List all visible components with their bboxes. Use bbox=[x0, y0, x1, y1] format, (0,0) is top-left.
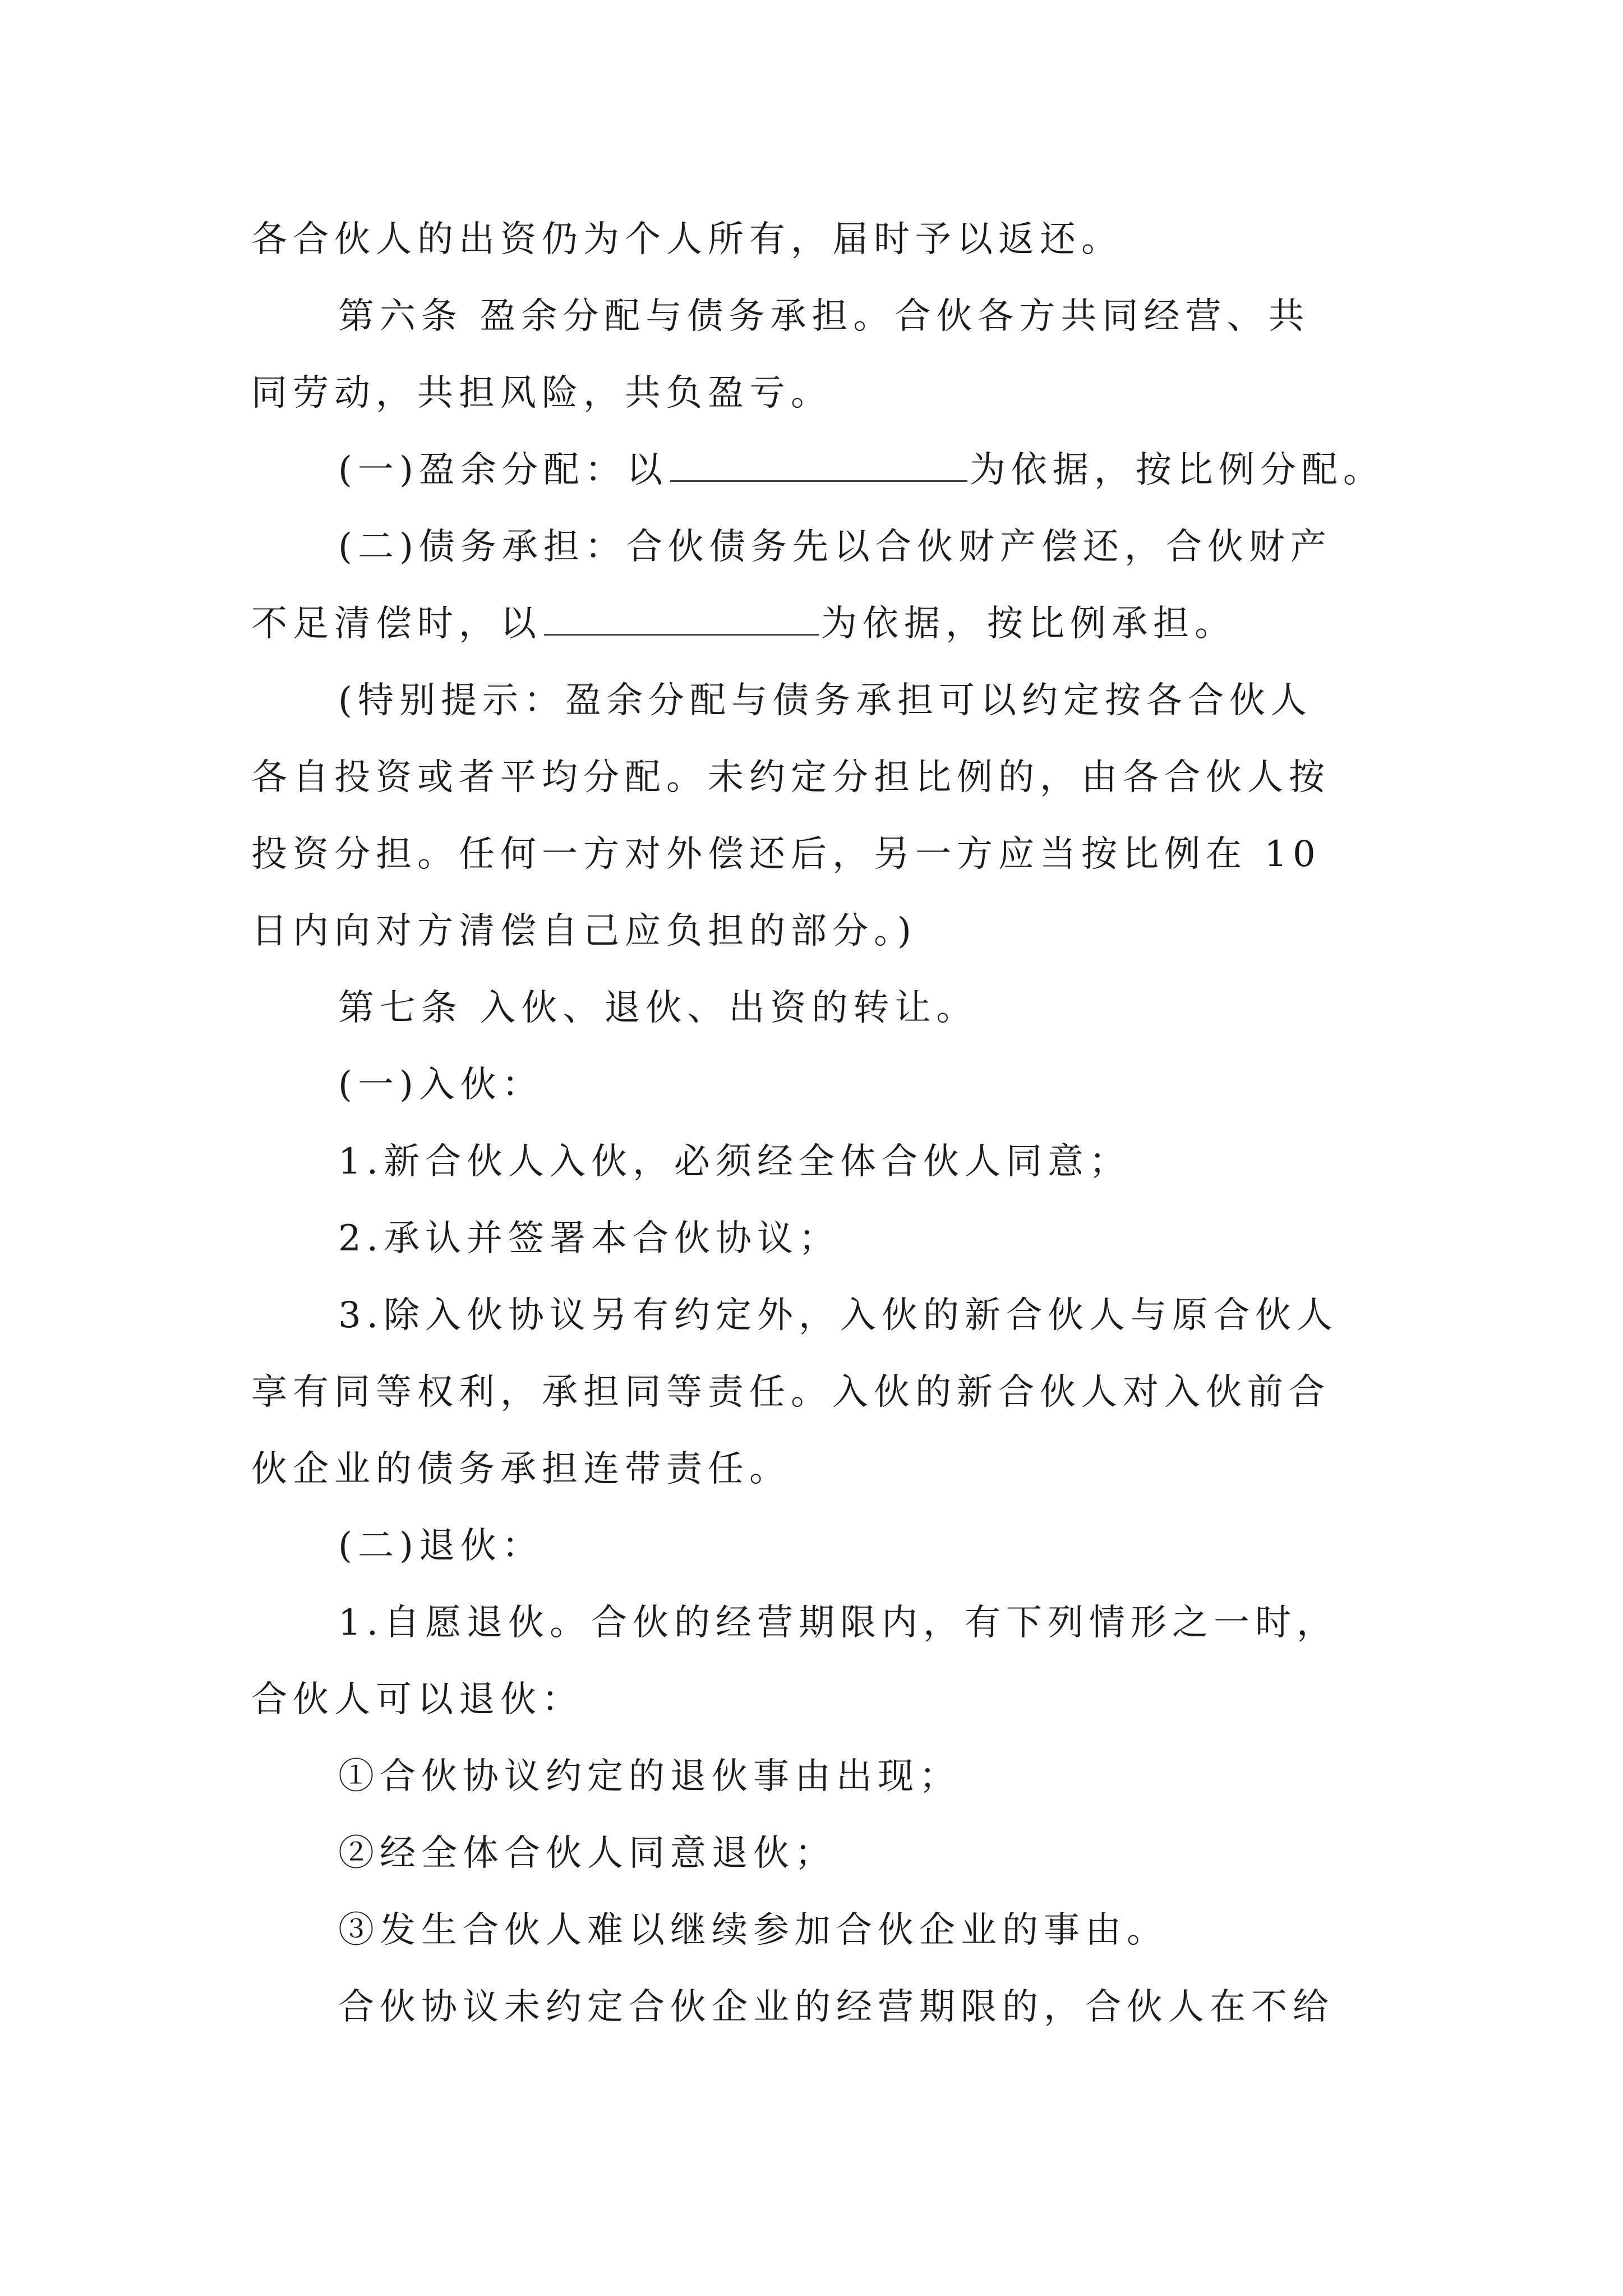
joining-heading-line bbox=[338, 1048, 543, 1121]
joining-item-3-end-line bbox=[251, 1433, 791, 1506]
line-text: 3.除入伙协议另有约定外，入伙的新合伙人与原合伙人 bbox=[338, 1295, 1339, 1336]
line-text: 合伙人可以退伙： bbox=[251, 1679, 583, 1720]
line-text: 1.新合伙人入伙，必须经全体合伙人同意； bbox=[338, 1141, 1131, 1182]
line-text: 享有同等权利，承担同等责任。入伙的新合伙人对入伙前合 bbox=[251, 1372, 1330, 1413]
line-text: 投资分担。任何一方对外偿还后，另一方应当按比例在 10 bbox=[251, 834, 1321, 875]
line-text-before-blank: 不足清偿时，以 bbox=[251, 603, 542, 645]
body-line-3 bbox=[251, 357, 832, 430]
line-text: 1.自愿退伙。合伙的经营期限内，有下列情形之一时， bbox=[338, 1602, 1339, 1644]
voluntary-withdrawal-continued-line bbox=[251, 1663, 583, 1736]
profit-distribution-line bbox=[338, 434, 1385, 507]
line-text: 各自投资或者平均分配。未约定分担比例的，由各合伙人按 bbox=[251, 757, 1330, 798]
withdrawal-heading-line bbox=[338, 1510, 543, 1582]
line-text-after-blank: 为依据，按比例承担。 bbox=[821, 603, 1236, 645]
line-text-before-blank: (一)盈余分配：以 bbox=[338, 449, 668, 491]
line-text: 伙企业的债务承担连带责任。 bbox=[251, 1448, 791, 1490]
line-text: ①合伙协议约定的退伙事由出现； bbox=[338, 1756, 961, 1797]
line-text: 日内向对方清偿自己应负担的部分。) bbox=[251, 910, 917, 952]
fill-in-blank bbox=[670, 447, 967, 482]
joining-item-3-line bbox=[338, 1279, 1338, 1352]
line-text: 合伙协议未约定合伙企业的经营期限的，合伙人在不给 bbox=[338, 1986, 1334, 2028]
article-7-heading-line bbox=[338, 972, 978, 1045]
line-text: 第六条 盈余分配与债务承担。合伙各方共同经营、共 bbox=[338, 296, 1310, 337]
line-text-after-blank: 为依据，按比例分配。 bbox=[969, 449, 1385, 491]
special-note-line-3 bbox=[251, 818, 1321, 891]
fill-in-blank bbox=[544, 600, 819, 636]
withdrawal-condition-2-line bbox=[338, 1817, 836, 1890]
line-text: 同劳动，共担风险，共负盈亏。 bbox=[251, 372, 832, 414]
line-text: 各合伙人的出资仍为个人所有，届时予以返还。 bbox=[251, 219, 1123, 260]
joining-item-1-line bbox=[338, 1125, 1131, 1198]
unspecified-term-line bbox=[338, 1971, 1334, 2044]
line-text: (二)退伙： bbox=[338, 1525, 543, 1567]
line-text: (一)入伙： bbox=[338, 1064, 543, 1106]
withdrawal-condition-1-line bbox=[338, 1740, 961, 1813]
line-text: (特别提示：盈余分配与债务承担可以约定按各合伙人 bbox=[338, 680, 1312, 721]
line-text: 2.承认并签署本合伙协议； bbox=[338, 1218, 841, 1259]
body-line-1 bbox=[251, 203, 1123, 276]
debt-bearing-line bbox=[338, 510, 1332, 583]
line-text: 第七条 入伙、退伙、出资的转让。 bbox=[338, 987, 978, 1029]
joining-item-3-continued-line bbox=[251, 1356, 1330, 1429]
special-note-line-2 bbox=[251, 741, 1330, 814]
line-text: ③发生合伙人难以继续参加合伙企业的事由。 bbox=[338, 1910, 1168, 1951]
special-note-line-1 bbox=[338, 664, 1312, 737]
article-6-heading-line bbox=[338, 280, 1310, 353]
voluntary-withdrawal-line bbox=[338, 1586, 1338, 1659]
line-text: (二)债务承担：合伙债务先以合伙财产偿还，合伙财产 bbox=[338, 526, 1332, 568]
line-text: ②经全体合伙人同意退伙； bbox=[338, 1833, 836, 1874]
joining-item-2-line bbox=[338, 1202, 840, 1275]
debt-basis-line bbox=[251, 587, 1236, 660]
special-note-line-4 bbox=[251, 895, 917, 968]
withdrawal-condition-3-line bbox=[338, 1894, 1168, 1967]
